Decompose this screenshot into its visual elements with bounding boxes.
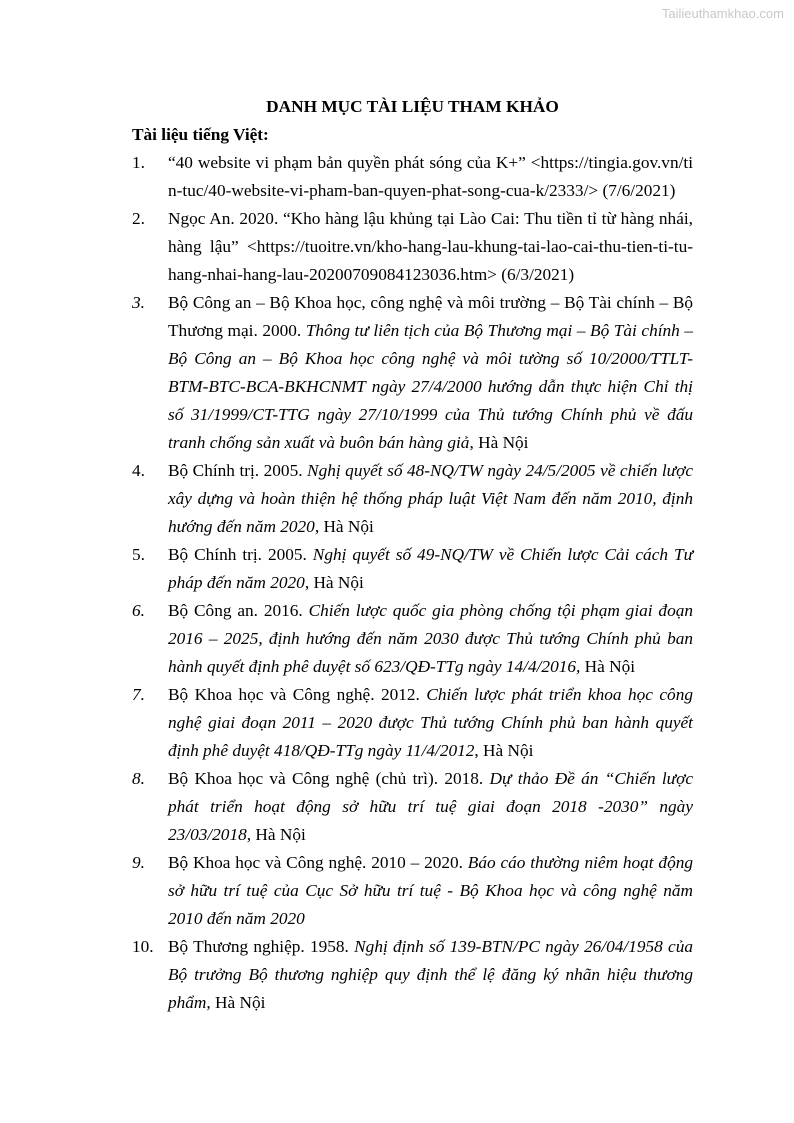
section-heading: Tài liệu tiếng Việt: — [132, 125, 269, 144]
reference-author: Bộ Công an – Bộ Khoa học, công nghệ và môi trường – Bộ Tài chính – Bộ Thương mại. 2000. — [168, 293, 693, 340]
reference-author: Bộ Thương nghiệp. 1958. — [168, 937, 355, 956]
reference-item — [132, 933, 693, 1017]
reference-place: , Hà Nội — [474, 741, 534, 760]
reference-title: Chiến lược phát triển khoa học công nghệ giai đoạn 2011 – 2020 được Thủ tướng Chính phủ ban hành quyết định phê duyệt 418/QĐ-TTg ngày 11/4/2012 — [168, 685, 693, 760]
reference-place: , Hà Nội — [314, 517, 374, 536]
reference-text: Ngọc An. 2020. “Kho hàng lậu khủng tại Lào Cai: Thu tiền tỉ từ hàng nhái, hàng lậu” <https://tuoitre.vn/kho-hang-lau-khung-tai-lao-cai-thu-tien-ti-tu-hang-nhai-hang-lau-20200709084123036.htm> (6/3/2021) — [168, 209, 693, 284]
reference-title: Nghị quyết số 49-NQ/TW về Chiến lược Cải cách Tư pháp đến năm 2020 — [168, 545, 693, 592]
reference-number: 5. — [132, 545, 145, 564]
reference-number: 4. — [132, 461, 145, 480]
reference-list — [132, 149, 693, 1017]
reference-author: Bộ Công an. 2016. — [168, 601, 309, 620]
watermark: Tailieuthamkhao.com — [661, 6, 784, 21]
reference-author: Bộ Chính trị. 2005. — [168, 461, 308, 480]
reference-item — [132, 681, 693, 765]
document-title: DANH MỤC TÀI LIỆU THAM KHẢO — [266, 97, 559, 116]
reference-title: Chiến lược quốc gia phòng chống tội phạm giai đoạn 2016 – 2025, định hướng đến năm 2030 được Thủ tướng Chính phủ ban hành quyết định phê duyệt số 623/QĐ-TTg ngày 14/4/2016, — [168, 601, 693, 676]
reference-place: , Hà Nội — [304, 573, 364, 592]
reference-author: Bộ Khoa học và Công nghệ. 2010 – 2020. — [168, 853, 468, 872]
reference-author: Bộ Khoa học và Công nghệ (chủ trì). 2018. — [168, 769, 490, 788]
reference-author: Bộ Khoa học và Công nghệ. 2012. — [168, 685, 427, 704]
reference-number: 3. — [132, 293, 145, 312]
reference-place: , Hà Nội — [246, 825, 306, 844]
reference-item — [132, 457, 693, 541]
reference-place: , Hà Nội — [206, 993, 266, 1012]
reference-item — [132, 541, 693, 597]
reference-number: 10. — [132, 937, 154, 956]
reference-title: Báo cáo thường niêm hoạt động sở hữu trí tuệ của Cục Sở hữu trí tuệ - Bộ Khoa học và công nghệ năm 2010 đến năm 2020 — [168, 853, 693, 928]
reference-number: 2. — [132, 209, 145, 228]
reference-number: 7. — [132, 685, 145, 704]
reference-number: 8. — [132, 769, 145, 788]
reference-item — [132, 597, 693, 681]
reference-item — [132, 149, 693, 205]
reference-item — [132, 205, 693, 289]
reference-number: 1. — [132, 153, 145, 172]
document-page — [132, 93, 693, 1017]
reference-title: Dự thảo Đề án “Chiến lược phát triển hoạt động sở hữu trí tuệ giai đoạn 2018 -2030” ngày 23/03/2018 — [168, 769, 693, 844]
reference-title: Thông tư liên tịch của Bộ Thương mại – Bộ Tài chính – Bộ Công an – Bộ Khoa học công nghệ và môi tường số 10/2000/TTLT-BTM-BTC-BCA-BKHCNMT ngày 27/4/2000 hướng dẫn thực hiện Chỉ thị số 31/1999/CT-TTG ngày 27/10/1999 của Thủ tướng Chính phủ về đấu tranh chống sản xuất và buôn bán hàng giả — [168, 321, 694, 452]
reference-item — [132, 289, 693, 457]
reference-item — [132, 849, 693, 933]
reference-place: Hà Nội — [580, 657, 636, 676]
reference-number: 9. — [132, 853, 145, 872]
reference-author: Bộ Chính trị. 2005. — [168, 545, 313, 564]
reference-text: “40 website vi phạm bản quyền phát sóng của K+” <https://tingia.gov.vn/tin-tuc/40-website-vi-pham-ban-quyen-phat-song-cua-k/2333/> (7/6/2021) — [168, 153, 693, 200]
reference-title: Nghị định số 139-BTN/PC ngày 26/04/1958 của Bộ trưởng Bộ thương nghiệp quy định thể lệ đăng ký nhãn hiệu thương phẩm — [168, 937, 693, 1012]
reference-place: , Hà Nội — [469, 433, 529, 452]
reference-item — [132, 765, 693, 849]
reference-title: Nghị quyết số 48-NQ/TW ngày 24/5/2005 về chiến lược xây dựng và hoàn thiện hệ thống pháp luật Việt Nam đến năm 2010, định hướng đến năm 2020 — [168, 461, 693, 536]
reference-number: 6. — [132, 601, 145, 620]
